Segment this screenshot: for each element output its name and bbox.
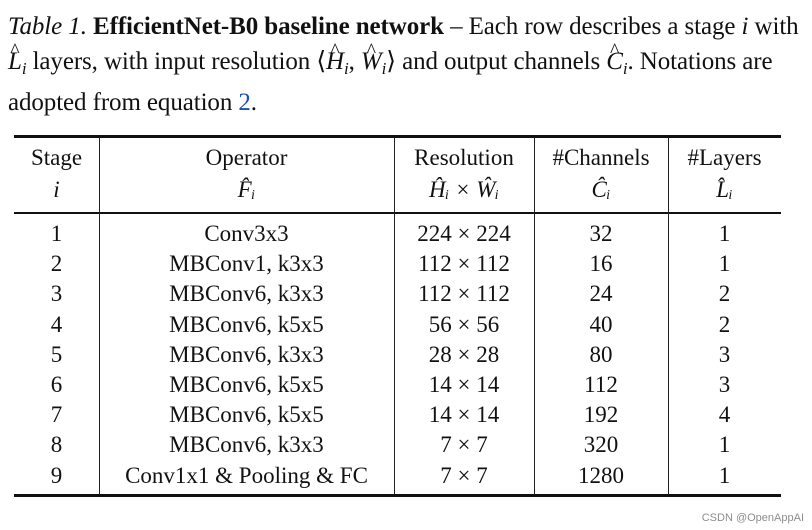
cell-operator: Conv1x1 & Pooling & FC <box>125 462 368 488</box>
caption-subscript: i <box>381 58 387 78</box>
cell-stage: 6 <box>50 372 63 397</box>
cell-layers: 2 <box>718 311 731 337</box>
cell-operator: MBConv6, k5x5 <box>169 402 324 428</box>
column-header <box>14 143 99 205</box>
caption-text: ⟩ and output channels <box>386 47 607 75</box>
cell-resolution: 56 × 56 <box>428 311 500 337</box>
cell-layers: 4 <box>718 402 731 428</box>
column-header <box>668 143 781 205</box>
cell-channels: 32 <box>589 221 613 246</box>
cell-stage: 9 <box>50 462 63 488</box>
cell-operator: MBConv6, k3x3 <box>169 432 324 458</box>
cell-channels: 320 <box>583 432 619 458</box>
column-header-symbol: Ĥᵢ × Ŵᵢ <box>428 177 500 202</box>
column-header <box>394 143 534 205</box>
cell-layers: 1 <box>718 432 731 458</box>
caption-text: . <box>250 88 257 116</box>
cell-resolution: 14 × 14 <box>428 402 500 428</box>
caption-var-i: i <box>741 13 749 40</box>
caption-var-w: ^ W <box>361 45 382 80</box>
caption-var-c: ^ C <box>606 45 623 80</box>
caption-subscript: i <box>21 58 27 78</box>
cell-resolution: 112 × 112 <box>418 281 510 307</box>
cell-layers: 3 <box>718 341 731 367</box>
cell-resolution: 7 × 7 <box>440 462 488 488</box>
column-header-symbol: L̂ᵢ <box>716 177 733 202</box>
cell-operator: MBConv1, k3x3 <box>169 251 324 277</box>
cell-stage: 7 <box>50 402 63 428</box>
watermark: CSDN @OpenAppAI <box>701 512 804 524</box>
cell-operator: MBConv6, k3x3 <box>169 341 324 367</box>
cell-stage: 5 <box>50 341 63 367</box>
caption-text: layers, with input resolution ⟨ <box>26 47 327 75</box>
cell-layers: 1 <box>718 221 731 246</box>
column-header-label: Resolution <box>414 145 514 170</box>
cell-operator: MBConv6, k5x5 <box>169 311 324 337</box>
cell-resolution: 112 × 112 <box>418 251 510 277</box>
caption-text: . Notations are adopted from equation <box>8 47 773 116</box>
cell-resolution: 14 × 14 <box>428 372 500 397</box>
cell-channels: 1280 <box>578 462 624 488</box>
caption-text: – Each row describes a stage <box>443 13 742 40</box>
cell-channels: 80 <box>589 341 613 367</box>
caption-label: Table 1. <box>8 13 87 40</box>
caption-var-l: ^ L <box>8 45 22 80</box>
caption-text: with <box>748 13 799 40</box>
table-header-rule <box>14 212 781 214</box>
caption-comma: , <box>348 47 361 75</box>
column-header <box>534 143 668 205</box>
cell-channels: 40 <box>589 311 613 337</box>
table-bottom-rule <box>14 494 781 497</box>
table-top-rule <box>14 135 781 138</box>
column-header-label: Operator <box>205 145 288 170</box>
cell-layers: 2 <box>718 281 731 307</box>
cell-channels: 112 <box>584 372 618 397</box>
cell-channels: 24 <box>589 281 613 307</box>
cell-stage: 1 <box>50 221 63 246</box>
caption-var-h: ^ H <box>326 45 344 80</box>
column-header-symbol: Ĉᵢ <box>591 177 611 202</box>
cell-layers: 3 <box>718 372 731 397</box>
column-header-label: Stage <box>30 145 83 170</box>
column-header <box>99 143 394 205</box>
cell-resolution: 224 × 224 <box>417 221 511 246</box>
cell-channels: 192 <box>583 402 619 428</box>
cell-stage: 2 <box>50 251 63 277</box>
caption-title: EfficientNet-B0 baseline network <box>93 13 444 40</box>
cell-channels: 16 <box>589 251 613 277</box>
cell-resolution: 7 × 7 <box>440 432 488 458</box>
cell-stage: 3 <box>50 281 63 307</box>
cell-stage: 8 <box>50 432 63 458</box>
cell-layers: 1 <box>718 251 731 277</box>
cell-stage: 4 <box>50 311 63 337</box>
equation-ref-link[interactable]: 2 <box>238 88 251 116</box>
column-header-symbol: F̂ᵢ <box>237 177 256 202</box>
cell-operator: MBConv6, k3x3 <box>169 281 324 307</box>
column-header-label: #Channels <box>552 145 650 170</box>
table-caption <box>8 10 808 120</box>
column-header-symbol: i <box>53 177 60 202</box>
cell-operator: Conv3x3 <box>204 221 289 246</box>
caption-subscript: i <box>622 58 628 78</box>
cell-resolution: 28 × 28 <box>428 341 500 367</box>
caption-subscript: i <box>343 58 349 78</box>
cell-operator: MBConv6, k5x5 <box>169 372 324 397</box>
column-header-label: #Layers <box>687 145 762 170</box>
cell-layers: 1 <box>718 462 731 488</box>
